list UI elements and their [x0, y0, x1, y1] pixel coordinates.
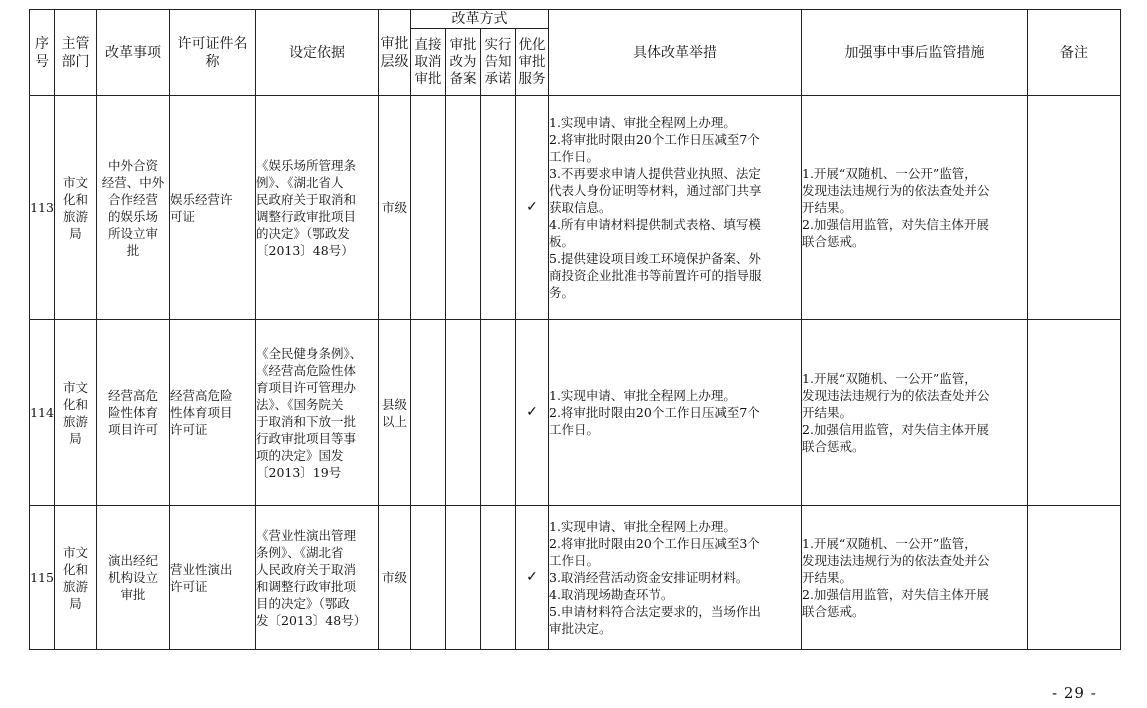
measure-item: 3.取消经营活动资金安排证明材料。 — [549, 570, 749, 585]
header-item: 改革事项 — [97, 10, 170, 96]
row-method-filing — [446, 320, 481, 506]
row-method-cancel — [411, 96, 446, 320]
monitor-item: 1.开展“双随机、一公开”监管， 发现违法违规行为的依法查处并公 开结果。 — [802, 536, 990, 585]
measure-item: 1.实现申请、审批全程网上办理。 — [549, 115, 736, 130]
monitor-item: 2.加强信用监管，对失信主体开展 联合惩戒。 — [802, 587, 989, 619]
monitor-item: 1.开展“双随机、一公开”监管， 发现违法违规行为的依法查处并公 开结果。 — [802, 371, 990, 420]
row-method-optimize-check: ✓ — [516, 506, 549, 650]
row-monitor — [802, 320, 1028, 506]
page-number: - 29 - — [1052, 684, 1097, 702]
row-license: 娱乐经营许 可证 — [170, 96, 256, 320]
measure-item: 1.实现申请、审批全程网上办理。 — [549, 388, 736, 403]
reform-table — [29, 9, 1121, 650]
header-measures: 具体改革举措 — [549, 10, 802, 96]
row-remark — [1028, 320, 1121, 506]
monitor-item: 1.开展“双随机、一公开”监管， 发现违法违规行为的依法查处并公 开结果。 — [802, 166, 990, 215]
measure-item: 4.所有申请材料提供制式表格、填写模 板。 — [549, 217, 761, 249]
header-method-group: 改革方式 — [411, 10, 549, 29]
header-dept: 主管 部门 — [55, 10, 97, 96]
row-basis: 《营业性演出管理 条例》、《湖北省 人民政府关于取消 和调整行政审批项 目的决定》（鄂政 发〔2013〕48号） — [256, 506, 379, 650]
row-remark — [1028, 506, 1121, 650]
row-basis: 《娱乐场所管理条 例》、《湖北省人 民政府关于取消和 调整行政审批项目 的决定》（鄂政发 〔2013〕48号） — [256, 96, 379, 320]
row-method-filing — [446, 506, 481, 650]
row-license: 营业性演出 许可证 — [170, 506, 256, 650]
measure-item: 2.将审批时限由20个工作日压减至3个 工作日。 — [549, 536, 760, 568]
row-level: 市级 — [379, 506, 411, 650]
row-item: 经营高危 险性体育 项目许可 — [97, 320, 170, 506]
measure-item: 5.提供建设项目竣工环境保护备案、外 商投资企业批准书等前置许可的指导服 务。 — [549, 251, 762, 300]
row-measures — [549, 506, 802, 650]
header-remark: 备注 — [1028, 10, 1121, 96]
header-method-optimize: 优化 审批 服务 — [516, 29, 549, 96]
header-method-cancel: 直接 取消 审批 — [411, 29, 446, 96]
header-monitor: 加强事中事后监管措施 — [802, 10, 1028, 96]
row-dept: 市文 化和 旅游 局 — [55, 506, 97, 650]
header-level: 审批 层级 — [379, 10, 411, 96]
row-method-notify — [481, 506, 516, 650]
row-dept: 市文 化和 旅游 局 — [55, 320, 97, 506]
row-measures — [549, 320, 802, 506]
header-seq: 序 号 — [30, 10, 55, 96]
monitor-item: 2.加强信用监管，对失信主体开展 联合惩戒。 — [802, 217, 989, 249]
row-level: 市级 — [379, 96, 411, 320]
table-row — [30, 506, 1121, 650]
measure-item: 2.将审批时限由20个工作日压减至7个 工作日。 — [549, 132, 760, 164]
row-basis: 《全民健身条例》、 《经营高危险性体 育项目许可管理办 法》、《国务院关 于取消和下放一批 行政审批项目等事 项的决定》国发 〔2013〕19号 — [256, 320, 379, 506]
header-method-notify: 实行 告知 承诺 — [481, 29, 516, 96]
row-seq: 115 — [30, 506, 55, 650]
header-license: 许可证件名 称 — [170, 10, 256, 96]
row-remark — [1028, 96, 1121, 320]
row-method-cancel — [411, 320, 446, 506]
row-measures — [549, 96, 802, 320]
row-method-optimize-check: ✓ — [516, 320, 549, 506]
row-license: 经营高危险 性体育项目 许可证 — [170, 320, 256, 506]
row-monitor — [802, 506, 1028, 650]
row-seq: 114 — [30, 320, 55, 506]
row-item: 中外合资 经营、中外 合作经营 的娱乐场 所设立审 批 — [97, 96, 170, 320]
table-row — [30, 320, 1121, 506]
row-level: 县级 以上 — [379, 320, 411, 506]
row-method-optimize-check: ✓ — [516, 96, 549, 320]
row-method-filing — [446, 96, 481, 320]
row-dept: 市文 化和 旅游 局 — [55, 96, 97, 320]
row-seq: 113 — [30, 96, 55, 320]
row-monitor — [802, 96, 1028, 320]
row-method-notify — [481, 96, 516, 320]
measure-item: 4.取消现场勘查环节。 — [549, 587, 674, 602]
header-method-filing: 审批 改为 备案 — [446, 29, 481, 96]
measure-item: 3.不再要求申请人提供营业执照、法定 代表人身份证明等材料，通过部门共享 获取信息。 — [549, 166, 762, 215]
row-item: 演出经纪 机构设立 审批 — [97, 506, 170, 650]
header-basis: 设定依据 — [256, 10, 379, 96]
table-row — [30, 96, 1121, 320]
measure-item: 2.将审批时限由20个工作日压减至7个 工作日。 — [549, 405, 760, 437]
row-method-notify — [481, 320, 516, 506]
row-method-cancel — [411, 506, 446, 650]
monitor-item: 2.加强信用监管，对失信主体开展 联合惩戒。 — [802, 422, 989, 454]
measure-item: 1.实现申请、审批全程网上办理。 — [549, 519, 736, 534]
measure-item: 5.申请材料符合法定要求的，当场作出 审批决定。 — [549, 604, 761, 636]
